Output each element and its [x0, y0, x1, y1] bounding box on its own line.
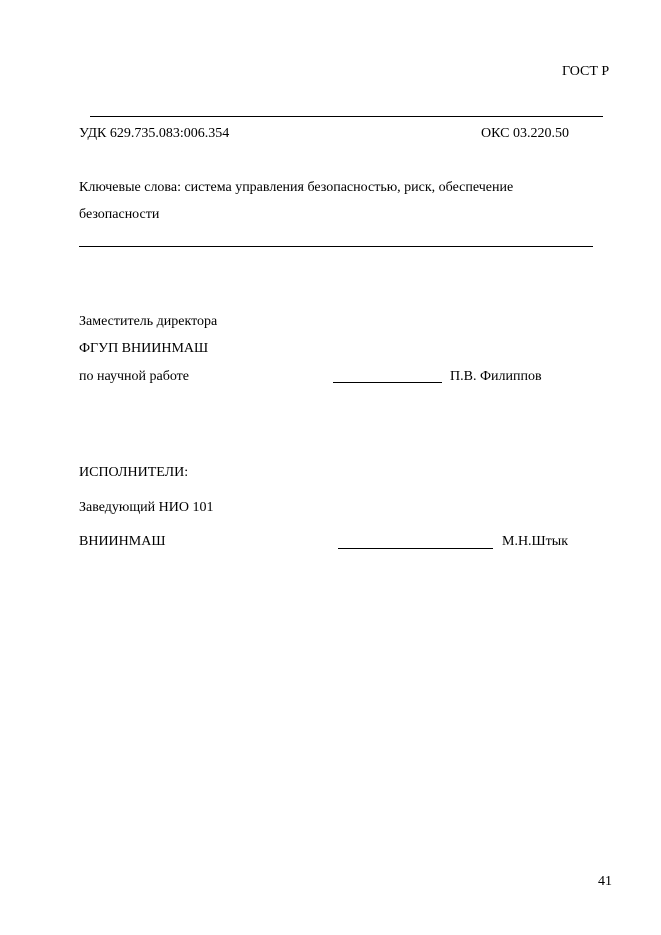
keywords-divider — [79, 246, 593, 247]
approval-signatory: П.В. Филиппов — [450, 369, 542, 384]
approval-position-line-2: по научной работе — [79, 369, 189, 384]
page-number: 41 — [598, 874, 612, 889]
keywords-line-1: Ключевые слова: система управления безопасностью, риск, обеспечение — [79, 180, 514, 195]
oks-code: ОКС 03.220.50 — [481, 126, 569, 141]
keywords-line-2: безопасности — [79, 207, 160, 222]
udk-code: УДК 629.735.083:006.354 — [79, 126, 230, 141]
executor-position: Заведующий НИО 101 — [79, 500, 214, 515]
approval-signature-line — [333, 382, 442, 383]
approval-organization: ФГУП ВНИИНМАШ — [79, 341, 209, 356]
top-divider — [90, 116, 603, 117]
executor-organization: ВНИИНМАШ — [79, 534, 166, 549]
executor-signature-line — [338, 548, 493, 549]
standard-header: ГОСТ Р — [562, 64, 610, 79]
executors-heading: ИСПОЛНИТЕЛИ: — [79, 465, 189, 480]
approval-position-line-1: Заместитель директора — [79, 314, 218, 329]
executor-signatory: М.Н.Штык — [502, 534, 569, 549]
